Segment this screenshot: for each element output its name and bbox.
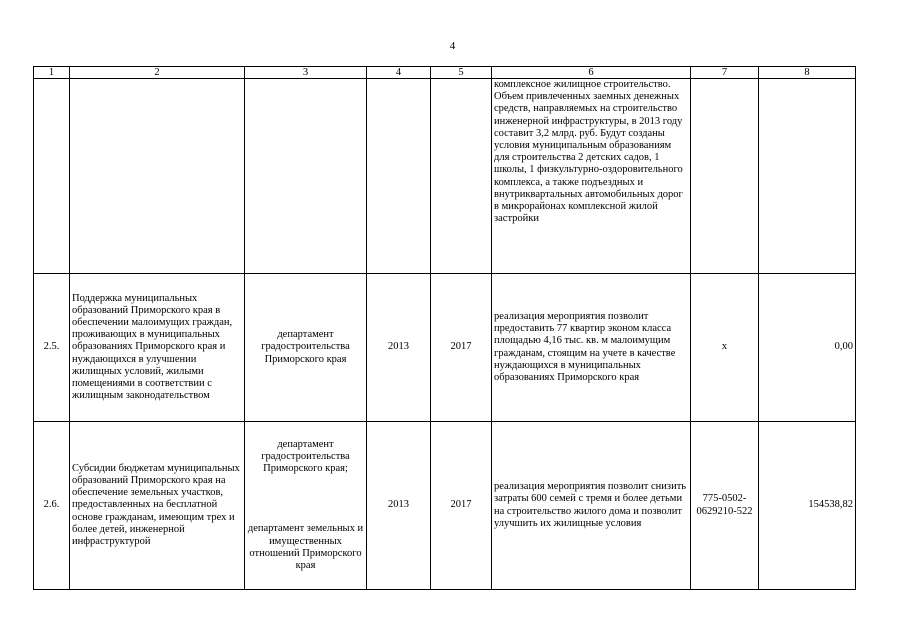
executor-spacer	[247, 475, 364, 523]
row-number: 2.6.	[34, 422, 70, 590]
column-header: 1	[34, 67, 70, 79]
column-header: 4	[367, 67, 431, 79]
end-year	[431, 79, 492, 274]
table-row	[34, 79, 856, 274]
amount: 0,00	[759, 274, 856, 422]
column-header: 7	[691, 67, 759, 79]
program-table	[33, 66, 856, 590]
end-year: 2017	[431, 422, 492, 590]
measure-name: Поддержка муниципальных образований Приморского края в обеспечении малоимущих граждан, проживающих в муниципальных образованиях Приморского края и нуждающихся в улучшении жилищных условий, жилыми помещениями в соответствии с жилищным законодательством	[70, 274, 245, 422]
row-number	[34, 79, 70, 274]
table-row	[34, 274, 856, 422]
executor-line: департамент градостроительства Приморского края	[261, 329, 350, 365]
column-header: 2	[70, 67, 245, 79]
column-header: 5	[431, 67, 492, 79]
end-year: 2017	[431, 274, 492, 422]
executor-line: департамент градостроительства Приморского края;	[261, 438, 350, 475]
budget-code: 775-0502-0629210-522	[691, 422, 759, 590]
start-year	[367, 79, 431, 274]
executor-line: департамент земельных и имущественных отношений Приморского края	[247, 523, 364, 571]
budget-code	[691, 79, 759, 274]
executor	[245, 422, 367, 590]
start-year: 2013	[367, 422, 431, 590]
table-row	[34, 422, 856, 590]
executor	[245, 274, 367, 422]
row-number: 2.5.	[34, 274, 70, 422]
amount	[759, 79, 856, 274]
measure-name	[70, 79, 245, 274]
page-number: 4	[449, 40, 456, 52]
column-header: 3	[245, 67, 367, 79]
column-header: 6	[492, 67, 691, 79]
measure-name: Субсидии бюджетам муниципальных образований Приморского края на обеспечение земельных участков, предоставленных на бесплатной основе гражданам, имеющим трех и более детей, инженерной инфраструктурой	[70, 422, 245, 590]
expected-result: реализация мероприятия позволит снизить затраты 600 семей с тремя и более детьми на строительство жилого дома и позволит улучшить их жилищные условия	[492, 422, 691, 590]
budget-code: х	[691, 274, 759, 422]
column-header: 8	[759, 67, 856, 79]
expected-result: реализация мероприятия позволит предоставить 77 квартир эконом класса площадью 4,16 тыс. кв. м малоимущим гражданам, стоящим на учете в качестве нуждающихся в муниципальных образованиях Приморского края	[492, 274, 691, 422]
amount: 154538,82	[759, 422, 856, 590]
executor	[245, 79, 367, 274]
start-year: 2013	[367, 274, 431, 422]
column-number-row	[34, 67, 856, 79]
expected-result: комплексное жилищное строительство. Объем привлеченных заемных денежных средств, направляемых на строительство инженерной инфраструктуры, в 2013 году составит 3,2 млрд. руб. Будут созданы условия муниципальным образованиям для строительства 2 детских садов, 1 школы, 1 физкультурно-оздоровительного комплекса, а также подъездных и внутриквартальных автомобильных дорог в микрорайонах комплексной жилой застройки	[492, 79, 691, 274]
